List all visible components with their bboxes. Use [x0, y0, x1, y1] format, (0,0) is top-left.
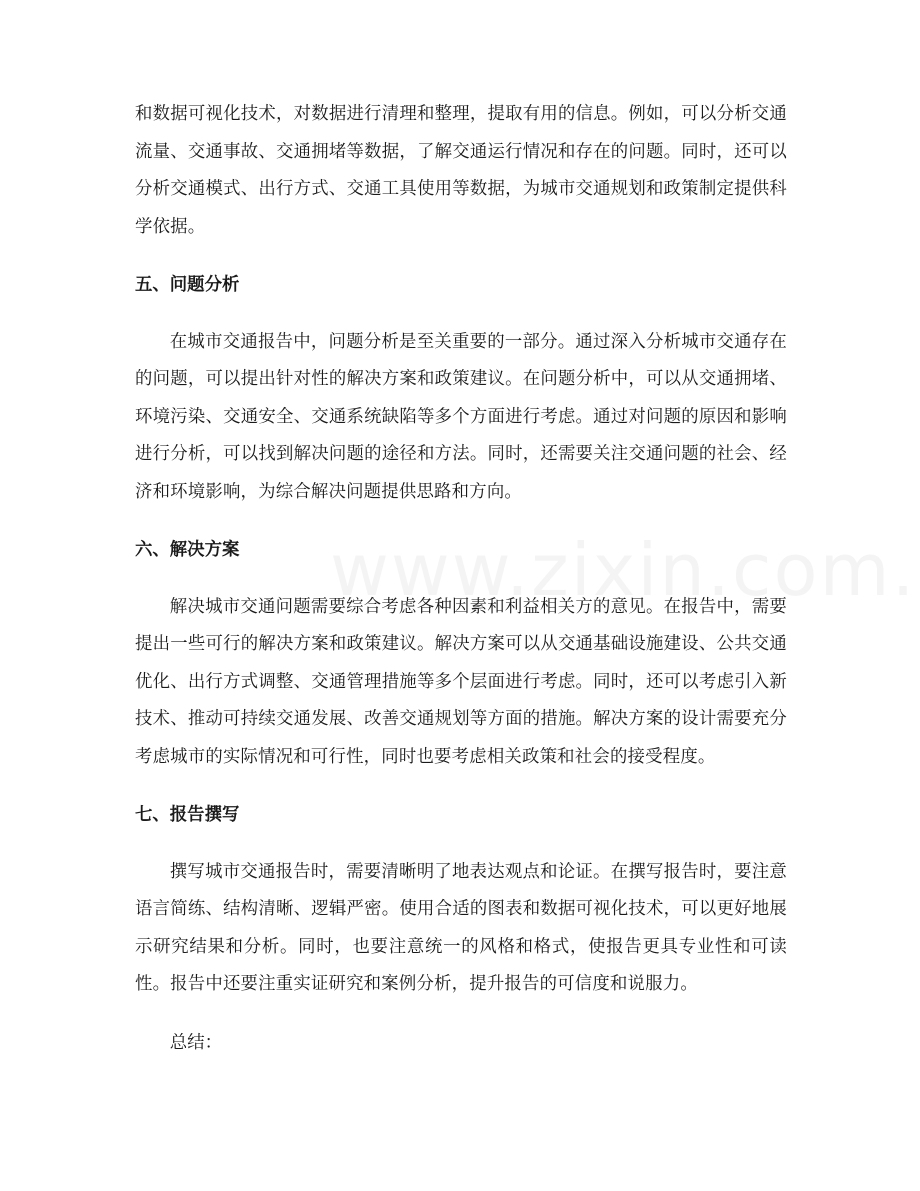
- document-content: [135, 96, 787, 1062]
- summary-label: 总结：: [169, 1032, 222, 1053]
- section-heading-solutions: 六、解决方案: [135, 540, 240, 560]
- section-body-solutions: 解决城市交通问题需要综合考虑各种因素和利益相关方的意见。在报告中，需要提出一些可行的解决方案和政策建议。解决方案可以从交通基础设施建设、公共交通优化、出行方式调整、交通管理措施等多个层面进行考虑。同时，还可以考虑引入新技术、推动可持续交通发展、改善交通规划等方面的措施。解决方案的设计需要充分考虑城市的实际情况和可行性，同时也要考虑相关政策和社会的接受程度。: [135, 596, 787, 767]
- section-body-problem-analysis: 在城市交通报告中，问题分析是至关重要的一部分。通过深入分析城市交通存在的问题，可以提出针对性的解决方案和政策建议。在问题分析中，可以从交通拥堵、环境污染、交通安全、交通系统缺陷等多个方面进行考虑。通过对问题的原因和影响进行分析，可以找到解决问题的途径和方法。同时，还需要关注交通问题的社会、经济和环境影响，为综合解决问题提供思路和方向。: [135, 331, 787, 502]
- section-heading-problem-analysis: 五、问题分析: [135, 275, 240, 295]
- section-heading-report-writing: 七、报告撰写: [135, 805, 240, 825]
- intro-paragraph: 和数据可视化技术，对数据进行清理和整理，提取有用的信息。例如，可以分析交通流量、交通事故、交通拥堵等数据，了解交通运行情况和存在的问题。同时，还可以分析交通模式、出行方式、交通工具使用等数据，为城市交通规划和政策制定提供科学依据。: [135, 104, 787, 237]
- section-body-report-writing: 撰写城市交通报告时，需要清晰明了地表达观点和论证。在撰写报告时，要注意语言简练、结构清晰、逻辑严密。使用合适的图表和数据可视化技术，可以更好地展示研究结果和分析。同时，也要注意统一的风格和格式，使报告更具专业性和可读性。报告中还要注重实证研究和案例分析，提升报告的可信度和说服力。: [135, 861, 787, 994]
